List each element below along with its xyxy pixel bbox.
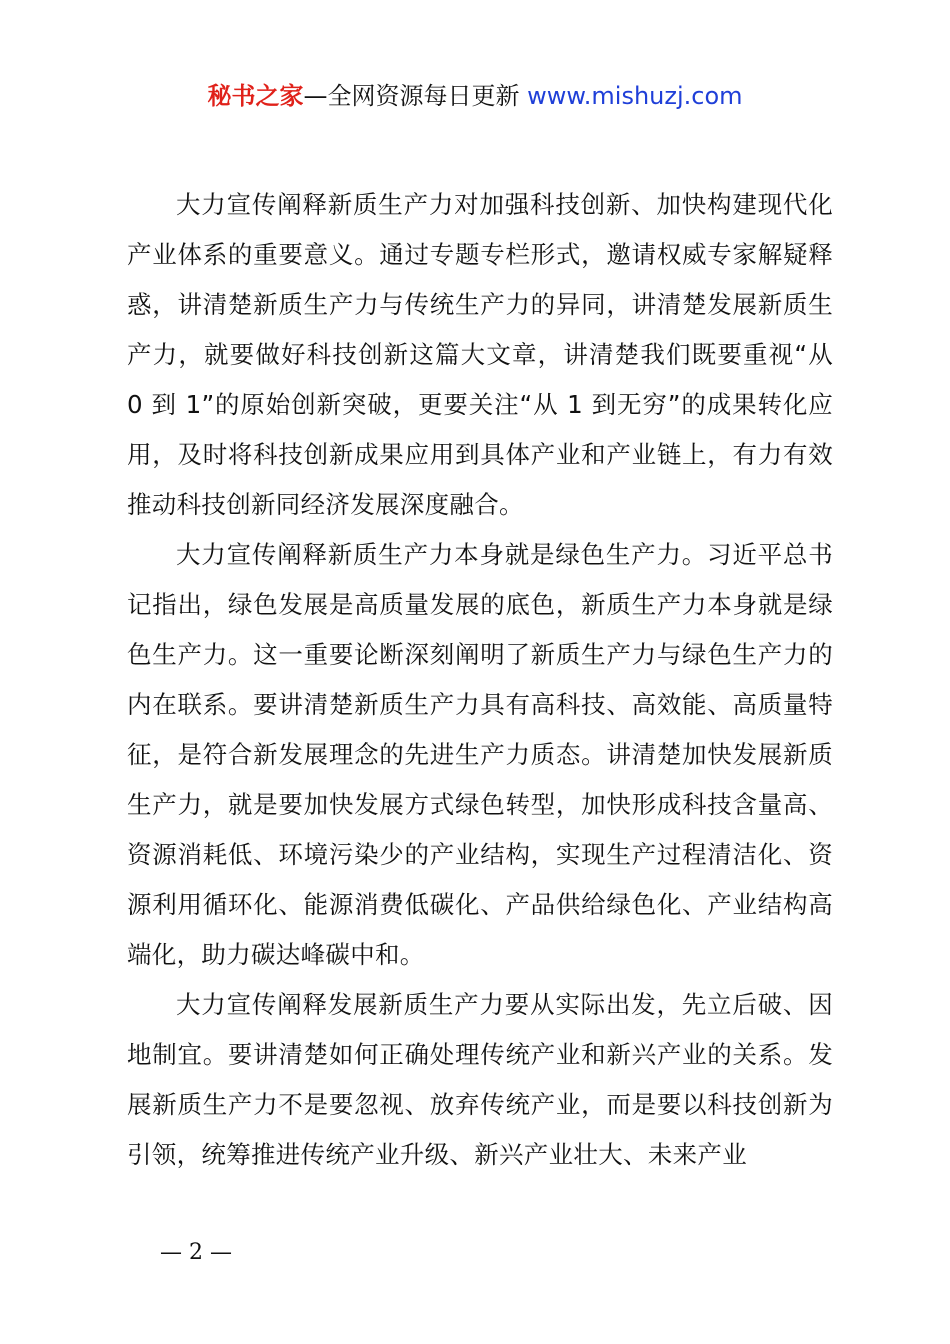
site-brand: 秘书之家 [207,82,304,110]
site-header [0,80,950,112]
site-url-link[interactable]: www.mishuzj.com [527,82,743,110]
document-body [127,180,833,1180]
paragraph-1: 大力宣传阐释新质生产力对加强科技创新、加快构建现代化产业体系的重要意义。通过专题专栏形式，邀请权威专家解疑释惑，讲清楚新质生产力与传统生产力的异同，讲清楚发展新质生产力，就要做好科技创新这篇大文章，讲清楚我们既要重视“从 0 到 1”的原始创新突破，更要关注“从 1 到无穷”的成果转化应用，及时将科技创新成果应用到具体产业和产业链上，有力有效推动科技创新同经济发展深度融合。 [127,190,833,519]
page-number: — 2 — [160,1240,232,1265]
paragraph-2: 大力宣传阐释新质生产力本身就是绿色生产力。习近平总书记指出，绿色发展是高质量发展的底色，新质生产力本身就是绿色生产力。这一重要论断深刻阐明了新质生产力与绿色生产力的内在联系。要讲清楚新质生产力具有高科技、高效能、高质量特征，是符合新发展理念的先进生产力质态。讲清楚加快发展新质生产力，就是要加快发展方式绿色转型，加快形成科技含量高、资源消耗低、环境污染少的产业结构，实现生产过程清洁化、资源利用循环化、能源消费低碳化、产品供给绿色化、产业结构高端化，助力碳达峰碳中和。 [127,540,833,969]
paragraph-3: 大力宣传阐释发展新质生产力要从实际出发，先立后破、因地制宜。要讲清楚如何正确处理传统产业和新兴产业的关系。发展新质生产力不是要忽视、放弃传统产业，而是要以科技创新为引领，统筹推进传统产业升级、新兴产业壮大、未来产业 [127,990,833,1169]
site-tagline: —全网资源每日更新 [303,82,520,110]
